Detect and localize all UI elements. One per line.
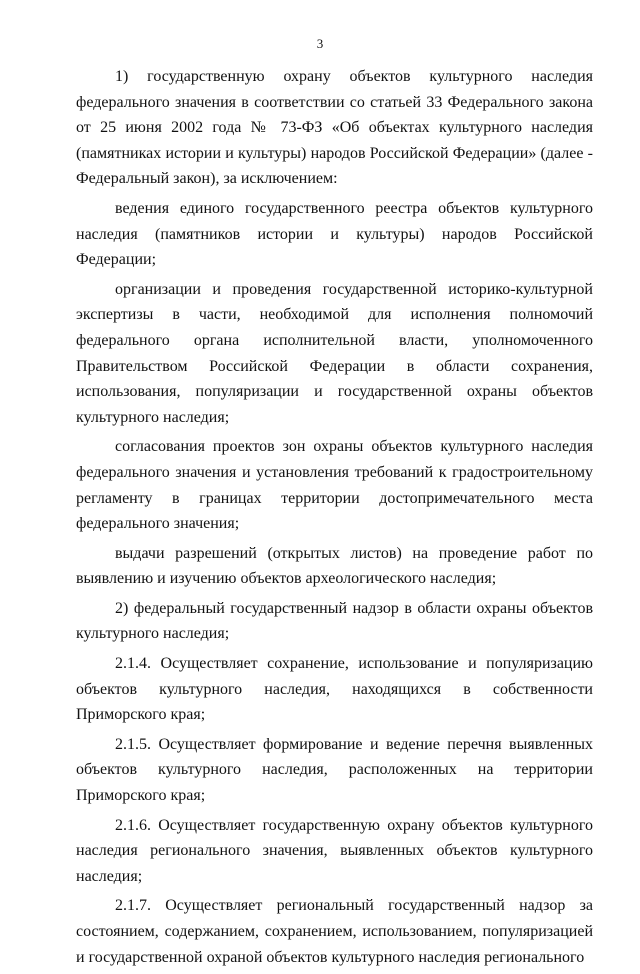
paragraph-2-1-7: 2.1.7. Осуществляет региональный государственный надзор за состоянием, содержанием, сохранением, использованием, популяризацией и государственной охраной объектов культурного наследия регионального <box>76 897 593 966</box>
paragraph-2-1-5: 2.1.5. Осуществляет формирование и ведение перечня выявленных объектов культурного наследия, расположенных на территории Приморского края; <box>76 735 593 805</box>
paragraph-federal-protection: 1) государственную охрану объектов культурного наследия федерального значения в соответствии со статьей 33 Федерального закона от 25 июня 2002 года № 73-ФЗ «Об объектах культурного наследия (памятниках истории и культуры) народов Российской Федерации» (далее - Федеральный закон), за исключением: <box>76 68 593 188</box>
document-body <box>76 64 593 974</box>
paragraph-2-1-4: 2.1.4. Осуществляет сохранение, использование и популяризацию объектов культурного наследия, находящихся в собственности Приморского края; <box>76 655 593 724</box>
paragraph-zones-approval: согласования проектов зон охраны объектов культурного наследия федерального значения и установления требований к градостроительному регламенту в границах территории достопримечательного места федерального значения; <box>76 438 593 533</box>
paragraph-2-1-6: 2.1.6. Осуществляет государственную охрану объектов культурного наследия регионального значения, выявленных объектов культурного наследия; <box>76 816 593 885</box>
page-number: 3 <box>316 36 324 51</box>
paragraph-permits: выдачи разрешений (открытых листов) на проведение работ по выявлению и изучению объектов археологического наследия; <box>76 544 593 588</box>
paragraph-registry: ведения единого государственного реестра объектов культурного наследия (памятников истории и культуры) народов Российской Федерации; <box>76 199 593 269</box>
paragraph-expertise: организации и проведения государственной историко-культурной экспертизы в части, необходимой для исполнения полномочий федерального органа исполнительной власти, уполномоченного Правительством Российской Федерации в области сохранения, использования, популяризации и государственной охраны объектов культурного наследия; <box>76 280 593 426</box>
paragraph-federal-supervision: 2) федеральный государственный надзор в области охраны объектов культурного наследия; <box>76 599 593 643</box>
